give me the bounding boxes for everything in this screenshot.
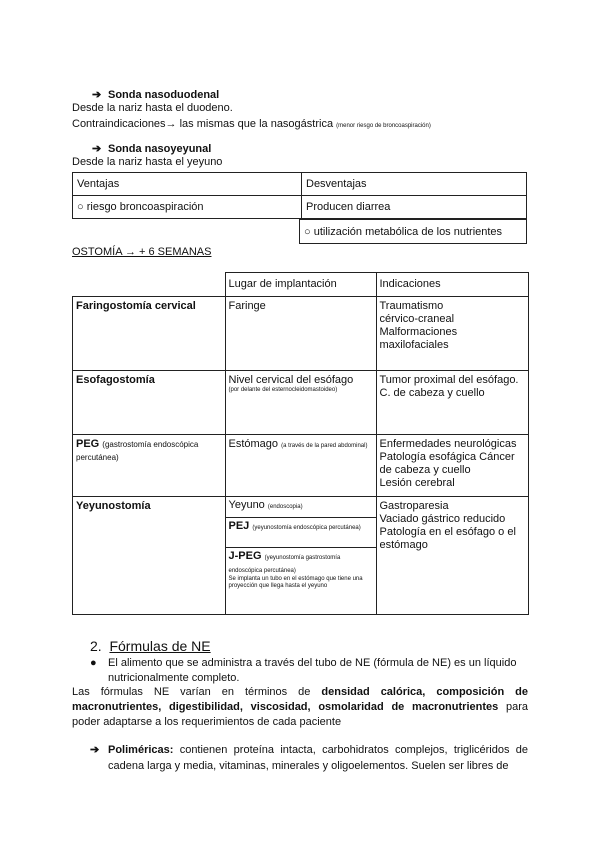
ostomy-indicaciones: Tumor proximal del esófago. C. de cabeza y cuello	[376, 371, 528, 435]
ventajas-table	[72, 172, 527, 219]
formulas-bullet: ● El alimento que se administra a través del tubo de NE (fórmula de NE) es un líquido nutricionalmente completo.	[90, 657, 517, 684]
ostomy-name: PEG (gastrostomía endoscópica percutánea)	[73, 435, 226, 497]
ostomy-indicaciones: Enfermedades neurológicas Patología esofágica Cáncer de cabeza y cuello Lesión cerebral	[376, 435, 528, 497]
contraindications-note: (menor riesgo de broncoaspiración)	[336, 123, 431, 129]
ostomy-indicaciones: Traumatismo cérvico-craneal Malformaciones maxilofaciales	[376, 297, 528, 371]
arrow-right-icon: ➔	[92, 89, 102, 101]
ventajas-table-extra	[299, 219, 527, 244]
table-row	[73, 497, 529, 615]
nasoyeyunal-description: Desde la nariz hasta el yeyuno	[72, 156, 223, 168]
ventaja-item: ○ riesgo broncoaspiración	[73, 196, 302, 219]
formulas-heading: 2. Fórmulas de NE	[90, 638, 211, 654]
sonda-nasoyeyunal-heading: ➔ Sonda nasoyeyunal	[92, 143, 212, 155]
ostomia-heading: OSTOMÍA → + 6 SEMANAS	[72, 246, 212, 258]
nasoduodenal-description: Desde la nariz hasta el duodeno.	[72, 102, 233, 114]
ostomy-lugar: Faringe	[225, 297, 376, 371]
ostomy-indicaciones: Gastroparesia Vaciado gástrico reducido Patología en el esófago o el estómago	[376, 497, 528, 615]
sonda-nasoduodenal-heading: ➔ Sonda nasoduodenal	[92, 89, 220, 101]
table-row	[73, 297, 529, 371]
ostomy-lugar: Estómago (a través de la pared abdominal)	[225, 435, 376, 497]
ostomy-name: Yeyunostomía	[73, 497, 226, 615]
arrow-right-icon: ➔	[90, 744, 100, 756]
down-marker-icon: ○	[77, 201, 84, 213]
polimericas-item: ➔ Poliméricas: contienen proteína intacta, carbohidratos complejos, triglicéridos de cadena larga y media, vitaminas, minerales y oligoelementos. Suelen ser libres de	[90, 744, 528, 772]
bullet-icon: ●	[90, 657, 97, 669]
table-row	[73, 371, 529, 435]
yeyuno-subcell: Yeyuno (endoscopia)	[226, 497, 376, 518]
desventajas-header: Desventajas	[302, 173, 527, 196]
down-marker-icon: ○	[304, 225, 311, 238]
empty-corner-cell	[73, 273, 226, 297]
pej-subcell: PEJ (yeyunostomía endoscópica percutánea)	[226, 518, 376, 548]
table-row	[73, 435, 529, 497]
desventaja-item: ○ utilización metabólica de los nutrientes	[300, 220, 527, 244]
indicaciones-header: Indicaciones	[376, 273, 528, 297]
ostomia-table	[72, 272, 529, 615]
ventajas-header: Ventajas	[73, 173, 302, 196]
ostomy-lugar	[225, 497, 376, 615]
desventaja-item: Producen diarrea	[302, 196, 527, 219]
arrow-right-icon: ➔	[92, 143, 102, 155]
formulas-paragraph: Las fórmulas NE varían en términos de densidad calórica, composición de macronutrientes, digestibilidad, viscosidad, osmolaridad de macronutrientes para poder adaptarse a los requerimientos de cada paciente	[72, 686, 529, 728]
ostomy-name: Faringostomía cervical	[73, 297, 226, 371]
lugar-header: Lugar de implantación	[225, 273, 376, 297]
jpeg-subcell: J-PEG (yeyunostomía gastrostomía endoscópica percutánea) Se implanta un tubo en el estómago que tiene una proyección que llega hasta el yeyuno	[228, 550, 363, 589]
ostomy-name: Esofagostomía	[73, 371, 226, 435]
ostomy-lugar: Nivel cervical del esófago (por delante del esternocleidomastoideo)	[225, 371, 376, 435]
nasoduodenal-contraindications: Contraindicaciones→ las mismas que la nasogástrica (menor riesgo de broncoaspiración)	[72, 118, 431, 130]
